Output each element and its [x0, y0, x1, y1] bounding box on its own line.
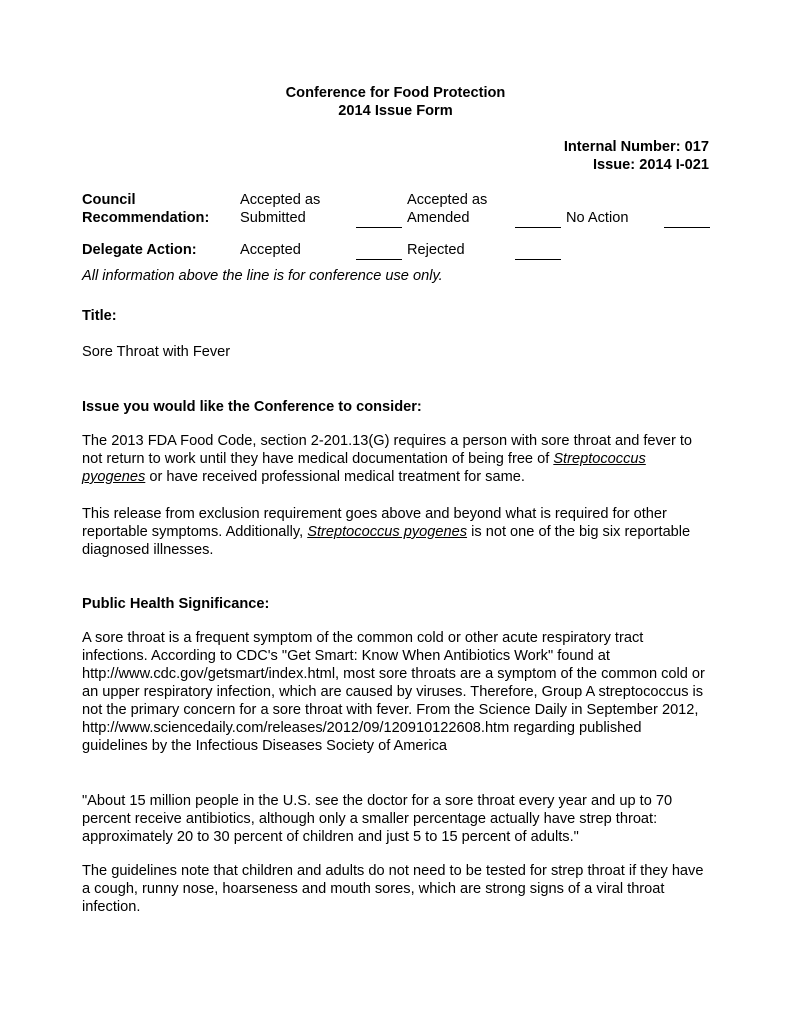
- amended-label: Amended: [407, 210, 470, 226]
- rejected-label: Rejected: [407, 242, 465, 258]
- no-action-blank: [664, 226, 710, 228]
- issue-title: Sore Throat with Fever: [82, 344, 231, 360]
- title-heading: Title:: [82, 308, 117, 324]
- delegate-action-label: Delegate Action:: [82, 242, 197, 258]
- issue-paragraph-2: This release from exclusion requirement goes above and beyond what is required for other reportable symptoms. Additionally, Streptococcus pyogenes is not one of the big six reportable diagnosed illnesses.: [82, 506, 691, 558]
- recommendation-label: Recommendation:: [82, 210, 210, 226]
- issue-number: Issue: 2014 I-021: [592, 157, 709, 173]
- issue-heading: Issue you would like the Conference to consider:: [82, 399, 422, 415]
- no-action-label: No Action: [566, 210, 629, 226]
- submitted-label: Submitted: [240, 210, 306, 226]
- internal-number: Internal Number: 017: [563, 139, 709, 155]
- rejected-blank: [515, 258, 561, 260]
- accepted-label: Accepted: [240, 242, 301, 258]
- form-title: Conference for Food Protection: [285, 85, 506, 101]
- submitted-blank: [356, 226, 402, 228]
- public-health-heading: Public Health Significance:: [82, 596, 270, 612]
- accepted-submitted-label: Accepted as: [240, 192, 321, 208]
- accepted-amended-label: Accepted as: [407, 192, 488, 208]
- streptococcus-pyogenes-term: Streptococcus pyogenes: [307, 524, 468, 540]
- public-health-quote: "About 15 million people in the U.S. see the doctor for a sore throat every year and up to 70 percent receive antibiotics, although only a smaller percentage actually have strep throat: approximately 20 to 30 percent of children and just 5 to 15 percent of adults.": [82, 793, 673, 845]
- accepted-blank: [356, 258, 402, 260]
- pyogenes-term: pyogenes: [82, 469, 146, 485]
- form-subtitle: 2014 Issue Form: [338, 103, 453, 119]
- streptococcus-term: Streptococcus: [553, 451, 646, 467]
- public-health-paragraph-1: A sore throat is a frequent symptom of the common cold or other acute respiratory tract infections. According to CDC's "Get Smart: Know When Antibiotics Work" found at http://www.cdc.gov/getsmart/index.html, most sore throats are a symptom of the common cold or an upper respiratory infection, which are caused by viruses. Therefore, Group A streptococcus is not the primary concern for a sore throat with fever. From the Science Daily in September 2012, http://www.sciencedaily.com/releases/2012/09/120910122608.htm regarding published guidelines by the Infectious Diseases Society of America: [82, 630, 705, 754]
- amended-blank: [515, 226, 561, 228]
- conference-use-note: All information above the line is for conference use only.: [82, 268, 443, 284]
- issue-paragraph-1: The 2013 FDA Food Code, section 2-201.13(G) requires a person with sore throat and fever to not return to work until they have medical documentation of being free of Streptococcus pyogenes or have received professional medical treatment for same.: [82, 433, 693, 485]
- public-health-paragraph-3: The guidelines note that children and adults do not need to be tested for strep throat if they have a cough, runny nose, hoarseness and mouth sores, which are strong signs of a viral throat infection.: [82, 863, 704, 915]
- council-label: Council: [82, 192, 136, 208]
